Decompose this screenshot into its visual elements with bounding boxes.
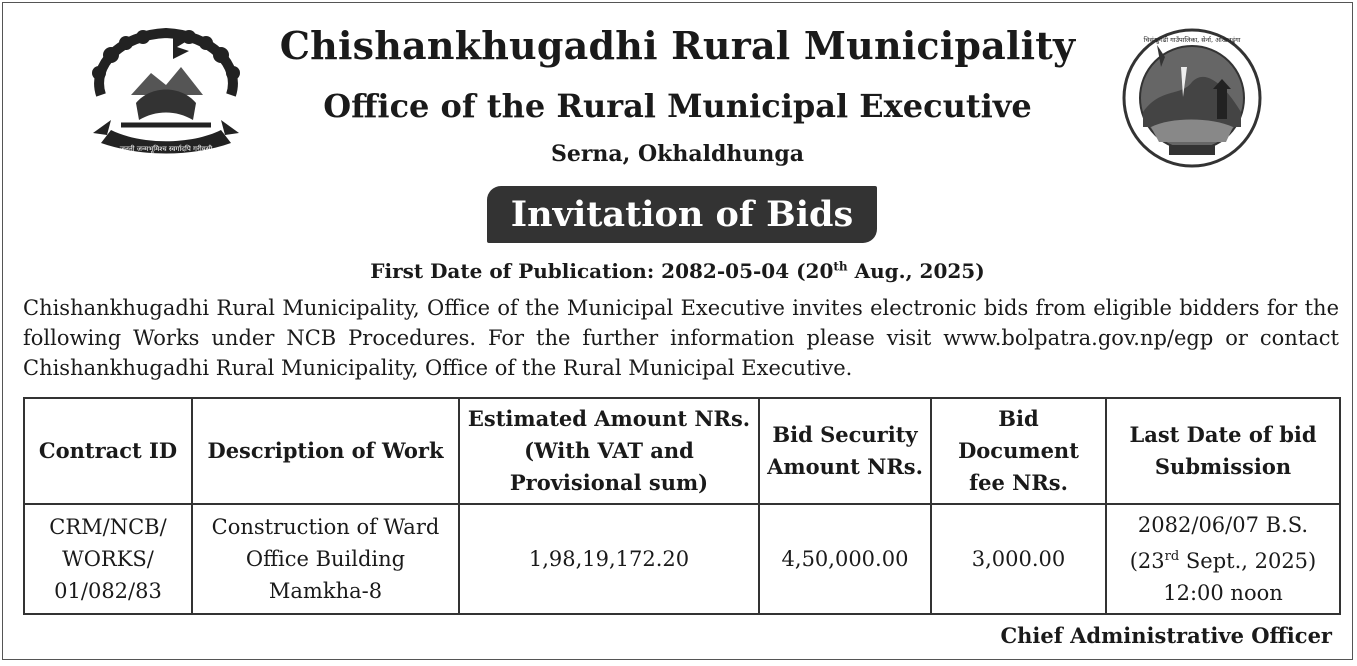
deadline-time: 12:00 noon bbox=[1163, 581, 1283, 605]
cell-bid-security: 4,50,000.00 bbox=[759, 504, 931, 614]
table-header-row bbox=[24, 398, 1340, 504]
signatory: Chief Administrative Officer bbox=[1000, 623, 1332, 648]
office-subtitle: Office of the Rural Municipal Executive bbox=[323, 87, 1032, 125]
header-document-fee: Bid Document fee NRs. bbox=[931, 398, 1106, 504]
publication-date bbox=[3, 259, 1352, 283]
bids-table bbox=[23, 397, 1341, 615]
emblem-motto-text: जननी जन्मभूमिश्च स्वर्गादपि गरीयसी bbox=[119, 145, 213, 153]
header-last-date: Last Date of bid Submission bbox=[1106, 398, 1340, 504]
cell-document-fee: 3,000.00 bbox=[931, 504, 1106, 614]
publication-date-prefix: First Date of Publication: 2082-05-04 (20 bbox=[370, 259, 834, 283]
header-contract-id: Contract ID bbox=[24, 398, 192, 504]
publication-date-sup: th bbox=[833, 259, 848, 274]
seal-text: चिसंखुगढी गाउँपालिका, सेर्ना, ओखलढुंगा bbox=[1143, 36, 1241, 44]
municipality-title: Chishankhugadhi Rural Municipality bbox=[279, 23, 1076, 68]
cell-last-date bbox=[1106, 504, 1340, 614]
intro-paragraph: Chishankhugadhi Rural Municipality, Office of the Municipal Executive invites electronic bids from eligible bidders for the following Works under NCB Procedures. For the further information please visit www.bolpatra.gov.np/egp or contact Chishankhugadhi Rural Municipality, Office of the Rural Municipal Executive. bbox=[23, 296, 1339, 380]
cell-contract-id: CRM/NCB/ WORKS/ 01/082/83 bbox=[24, 504, 192, 614]
cell-estimated-amount: 1,98,19,172.20 bbox=[459, 504, 759, 614]
deadline-ad bbox=[1113, 541, 1333, 577]
invitation-banner: Invitation of Bids bbox=[487, 186, 877, 243]
header-estimated-amount: Estimated Amount NRs. (With VAT and Provisional sum) bbox=[459, 398, 759, 504]
cell-description: Construction of Ward Office Building Mamkha-8 bbox=[192, 504, 459, 614]
deadline-bs: 2082/06/07 B.S. bbox=[1137, 513, 1309, 537]
table-row bbox=[24, 504, 1340, 614]
header-description: Description of Work bbox=[192, 398, 459, 504]
deadline-ad-sup: rd bbox=[1164, 549, 1180, 564]
notice-page bbox=[2, 2, 1353, 660]
header-bid-security: Bid Security Amount NRs. bbox=[759, 398, 931, 504]
deadline-ad-prefix: (23 bbox=[1129, 549, 1165, 573]
location-text: Serna, Okhaldhunga bbox=[550, 141, 805, 167]
deadline-ad-suffix: Sept., 2025) bbox=[1179, 549, 1317, 573]
publication-date-suffix: Aug., 2025) bbox=[847, 259, 985, 283]
